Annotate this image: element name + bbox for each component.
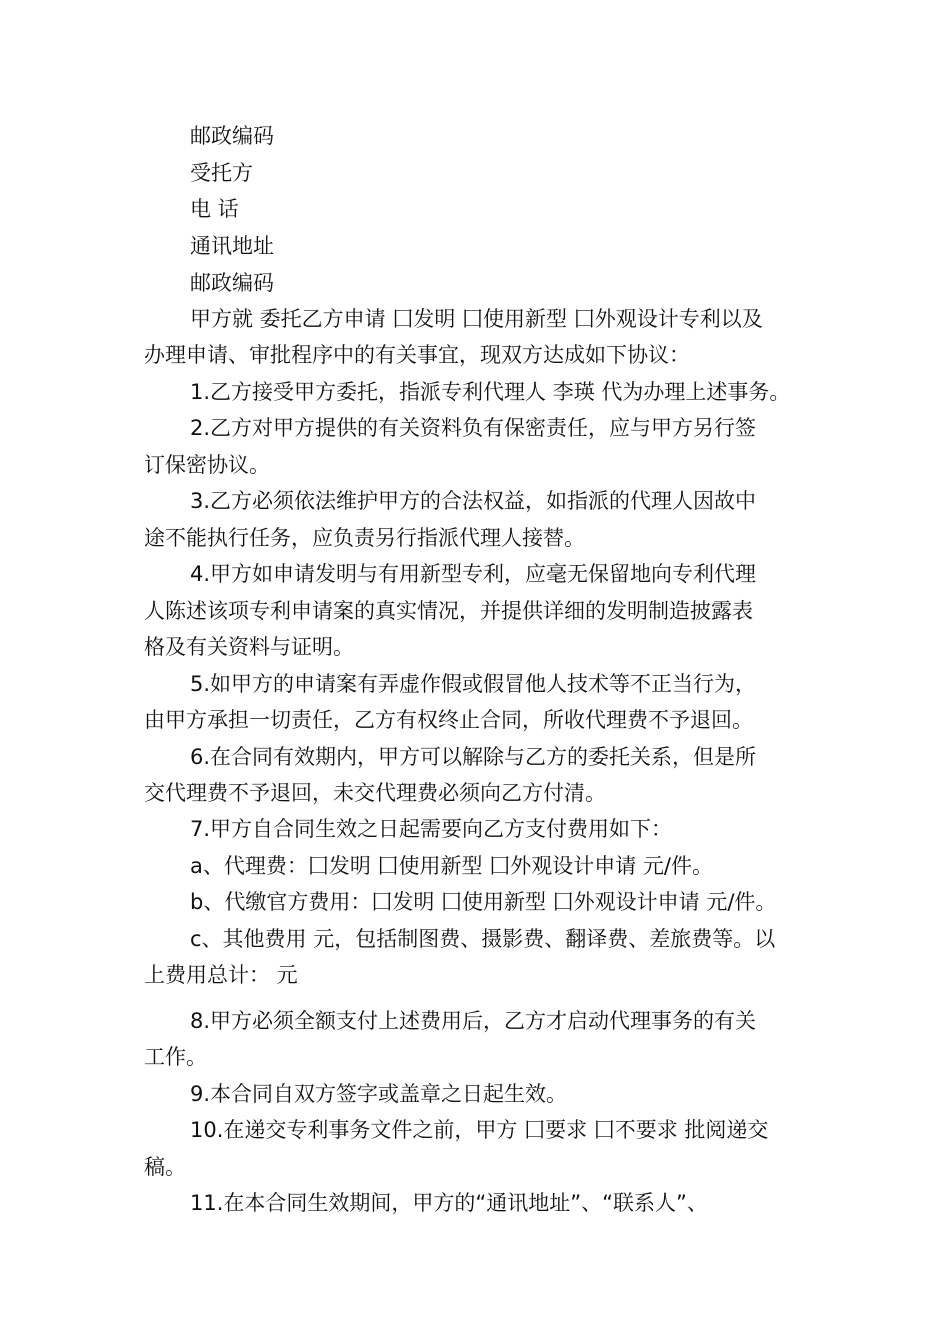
clause-4-line-2: 人陈述该项专利申请案的真实情况，并提供详细的发明制造披露表 [144,599,753,623]
clause-3-line-2: 途不能执行任务，应负责另行指派代理人接替。 [144,526,585,550]
postal-code-label-2: 邮政编码 [190,271,274,295]
clause-7-item-c-line-2: 上费用总计： 元 [144,963,298,987]
clause-2-line-1: 2.乙方对甲方提供的有关资料负有保密责任，应与甲方另行签 [190,416,757,440]
clause-10-line-1: 10.在递交专利事务文件之前，甲方 囗要求 囗不要求 批阅递交 [190,1118,769,1142]
clause-5-line-1: 5.如甲方的申请案有弄虚作假或假冒他人技术等不正当行为， [190,672,757,696]
clause-7-item-b: b、代缴官方费用：囗发明 囗使用新型 囗外观设计申请 元/件。 [190,890,777,914]
clause-11-line-1: 11.在本合同生效期间，甲方的“通讯地址”、“联系人”、 [190,1191,708,1215]
intro-paragraph-line-2: 办理申请、审批程序中的有关事宜，现双方达成如下协议： [144,343,690,367]
postal-code-label-1: 邮政编码 [190,124,274,148]
clause-9: 9.本合同自双方签字或盖章之日起生效。 [190,1082,568,1106]
clause-10-line-2: 稿。 [144,1155,186,1179]
clause-7-item-a: a、代理费：囗发明 囗使用新型 囗外观设计申请 元/件。 [190,854,713,878]
phone-label: 电 话 [190,197,239,221]
clause-4-line-1: 4.甲方如申请发明与有用新型专利，应毫无保留地向专利代理 [190,562,757,586]
clause-3-line-1: 3.乙方必须依法维护甲方的合法权益，如指派的代理人因故中 [190,489,757,513]
clause-6-line-2: 交代理费不予退回，未交代理费必须向乙方付清。 [144,781,606,805]
clause-1: 1.乙方接受甲方委托，指派专利代理人 李瑛 代为办理上述事务。 [190,380,791,404]
address-label: 通讯地址 [190,234,274,258]
clause-8-line-1: 8.甲方必须全额支付上述费用后，乙方才启动代理事务的有关 [190,1009,757,1033]
intro-paragraph-line-1: 甲方就 委托乙方申请 囗发明 囗使用新型 囗外观设计专利以及 [190,307,763,331]
clause-7-item-c-line-1: c、其他费用 元，包括制图费、摄影费、翻译费、差旅费等。以 [190,927,776,951]
clause-5-line-2: 由甲方承担一切责任，乙方有权终止合同，所收代理费不予退回。 [144,708,753,732]
clause-2-line-2: 订保密协议。 [144,453,270,477]
clause-7: 7.甲方自合同生效之日起需要向乙方支付费用如下： [190,817,673,841]
clause-6-line-1: 6.在合同有效期内，甲方可以解除与乙方的委托关系，但是所 [190,745,757,769]
clause-8-line-2: 工作。 [144,1045,207,1069]
clause-4-line-3: 格及有关资料与证明。 [144,635,354,659]
trustee-label: 受托方 [190,161,253,185]
